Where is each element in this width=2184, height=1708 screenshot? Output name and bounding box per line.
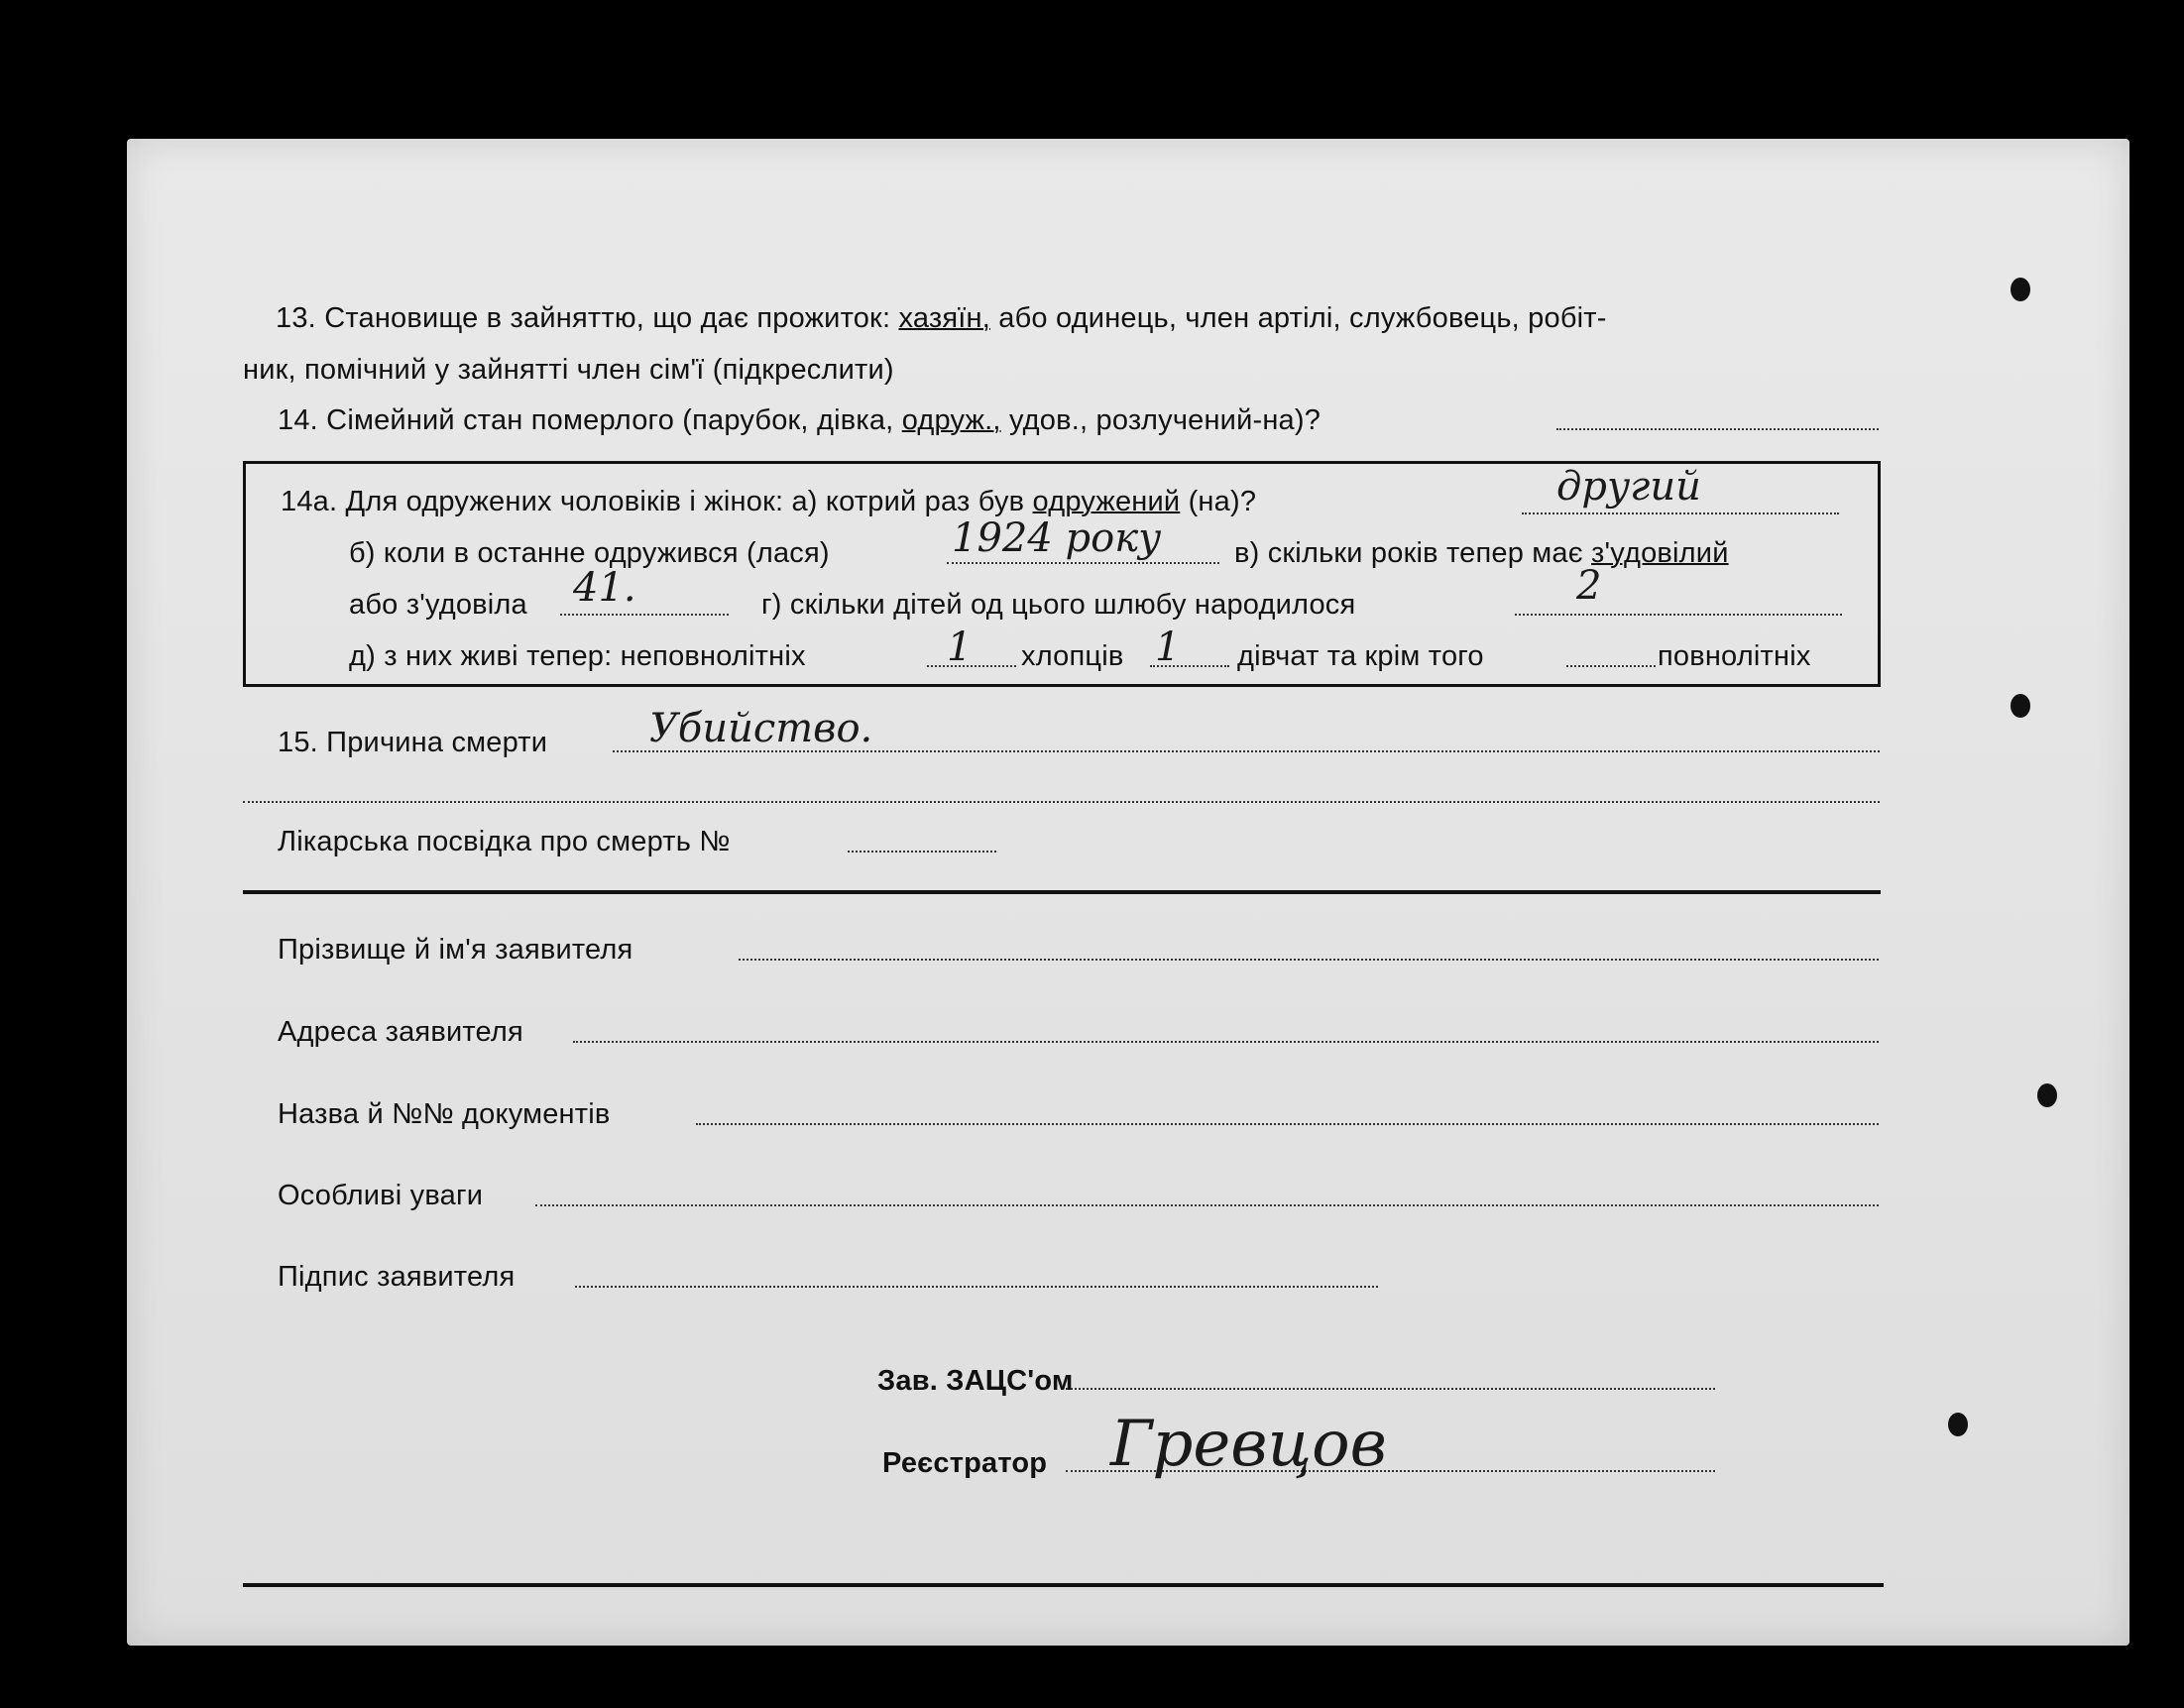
applicant-name-line (739, 959, 1879, 961)
q14-rest: удов., розлучений-на)? (1008, 404, 1322, 436)
q14a-widower-option: з'удовілий (1591, 537, 1729, 569)
applicant-address-label: Адреса заявителя (278, 1016, 523, 1048)
q13-text: Становище в зайняттю, що дає прожиток: (324, 302, 891, 334)
binding-hole (1948, 1413, 1968, 1436)
registrar-signature-handwritten: Гревцов (1110, 1408, 1387, 1481)
q14a-line1 (281, 486, 1256, 518)
q14a-girls-label: дівчат та крім того (1237, 640, 1484, 672)
q13-owner-option: хазяїн, (898, 302, 990, 334)
q14a-boys-handwritten: 1 (1155, 625, 1181, 670)
q15-answer-line-2 (243, 801, 1880, 803)
q15-label: 15. Причина смерти (278, 727, 548, 758)
q13-rest: або одинець, член артілі, службовець, робіт- (998, 302, 1607, 334)
q14-text: 14. Сімейний стан померлого (парубок, дівка, (278, 404, 894, 436)
q13-line1 (276, 302, 1607, 335)
q14-answer-line (1556, 428, 1879, 430)
applicant-documents-label: Назва й №№ документів (278, 1098, 611, 1130)
q14a-line3-a: або з'удовіла (349, 589, 527, 621)
q14a-line2-b: б) коли в останне одружився (лася) (349, 537, 830, 569)
q14a-line2-answer-line (947, 562, 1219, 564)
binding-hole (2011, 278, 2030, 301)
section-divider-top (243, 890, 1881, 894)
q14a-line4 (349, 640, 806, 673)
certificate-label: Лікарська посвідка про смерть № (278, 826, 731, 857)
registrar-label: Реєстратор (882, 1447, 1048, 1479)
applicant-address-line (573, 1041, 1879, 1043)
q14a-minors-handwritten: 1 (947, 625, 973, 670)
q14a-line2-v-group (1234, 537, 1729, 570)
q13-number: 13. (276, 302, 316, 334)
q14a-children-handwritten: 2 (1576, 563, 1602, 609)
q14a-line3 (349, 589, 527, 622)
q14a-widow-age-handwritten: 41. (573, 565, 636, 611)
section-divider-bottom (243, 1583, 1884, 1587)
q14-line (278, 404, 1321, 437)
q14a-line1-text: 14а. Для одружених чоловіків і жінок: а) котрий раз був (281, 486, 1025, 517)
q14a-adults-label: повнолітніх (1658, 640, 1811, 672)
applicant-documents-line (696, 1123, 1879, 1125)
q14a-line3-g-group (761, 589, 1355, 622)
head-of-registry-line (1066, 1388, 1715, 1390)
q14a-boys-label: хлопців (1021, 640, 1124, 672)
q14a-age-answer-line (560, 614, 729, 616)
q14a-adults-answer-line (1566, 665, 1656, 667)
binding-hole (2011, 694, 2030, 718)
q14a-line4-d: д) з них живі тепер: неповнолітніх (349, 640, 806, 672)
applicant-notes-label: Особливі уваги (278, 1180, 484, 1211)
head-of-registry-label: Зав. ЗАЦС'ом (877, 1365, 1074, 1397)
applicant-signature-label: Підпис заявителя (278, 1261, 516, 1293)
binding-hole (2037, 1083, 2057, 1107)
q14a-married-option: одружений (1032, 486, 1181, 517)
q15-cause-handwritten: Убийство. (649, 706, 873, 751)
q14a-line3-g: г) скільки дітей од цього шлюбу народилося (761, 589, 1356, 621)
applicant-name-label: Прізвище й ім'я заявителя (278, 934, 633, 966)
q14a-times-married-handwritten: другий (1556, 464, 1701, 510)
q14a-children-answer-line (1515, 614, 1842, 616)
applicant-notes-line (535, 1204, 1879, 1206)
q14-married-option: одруж., (901, 404, 1001, 436)
q14a-line2-v: в) скільки років тепер має (1234, 537, 1583, 569)
q13-line2: ник, помічний у зайнятті член сім'ї (підкреслити) (243, 354, 894, 386)
applicant-signature-line (575, 1286, 1378, 1288)
q14a-line1-rest: (на)? (1188, 486, 1257, 517)
certificate-answer-line (848, 851, 996, 853)
q14a-marriage-year-handwritten: 1924 року (952, 515, 1162, 561)
q14a-line1-answer-line (1522, 512, 1839, 514)
